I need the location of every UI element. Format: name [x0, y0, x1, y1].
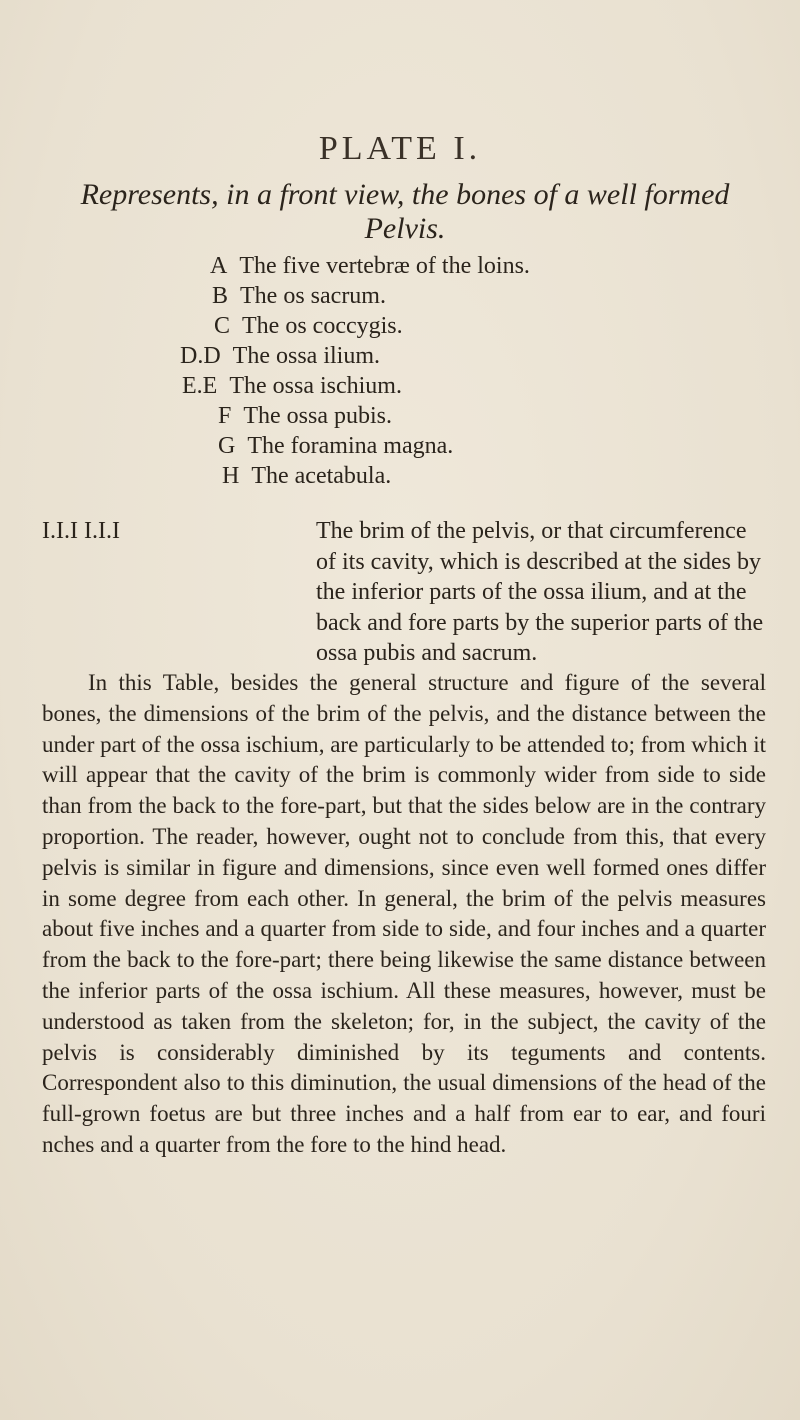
legend-letter: F [218, 403, 232, 429]
legend-text: The ossa ischium. [229, 373, 402, 399]
legend-letter: B [212, 283, 229, 309]
legend-letter: A [210, 253, 228, 279]
legend-item [222, 460, 391, 492]
legend-item [218, 400, 392, 432]
legend-text: The brim of the pelvis, or that circumference of its cavity, which is described at the sides by the inferior parts of the ossa ilium, and at the back and fore parts by the superior parts of the ossa pubis and sacrum. [316, 518, 764, 666]
legend-item [182, 370, 402, 402]
legend-letter: C [214, 313, 231, 339]
legend-item [180, 340, 380, 372]
body-paragraph: In this Table, besides the general structure and figure of the several bones, the dimensions of the brim of the pelvis, and the distance between the under part of the ossa ischium, are particularly to be attended to; from which it will appear that the cavity of the brim is commonly wider from side to side than from the back to the fore-part, but that the sides below are in the contrary proportion. The reader, however, ought not to conclude from this, that every pelvis is similar in figure and dimensions, since even well formed ones differ in some degree from each other. In general, the brim of the pelvis measures about five inches and a quarter from side to side, and four inches and a quarter from the back to the fore-part; there being likewise the same distance between the inferior parts of the ossa ischium. All these measures, however, must be understood as taken from the skeleton; for, in the subject, the cavity of the pelvis is considerably diminished by its teguments and contents. Correspondent also to this diminution, the usual dimensions of the head of the full-grown foetus are but three inches and a half from ear to ear, and fouri nches and a quarter from the fore to the hind head. [42, 670, 766, 1157]
legend-item-brim [42, 516, 764, 669]
legend-letter: D.D [180, 343, 221, 369]
legend-item [218, 430, 453, 462]
legend-text: The foramina magna. [247, 433, 454, 459]
legend-letter: G [218, 433, 236, 459]
plate-title: PLATE I. [318, 130, 482, 167]
legend-item [212, 280, 386, 312]
legend-letter: E.E [182, 373, 218, 399]
legend-text: The ossa pubis. [243, 403, 393, 429]
legend-text: The ossa ilium. [232, 343, 380, 369]
plate-intro: Represents, in a front view, the bones of a well formed Pelvis. [80, 178, 730, 245]
legend-text: The acetabula. [251, 463, 392, 489]
legend-text: The os sacrum. [240, 283, 386, 309]
legend-text: The os coccygis. [242, 313, 403, 339]
legend-letter: H [222, 463, 240, 489]
legend-item [210, 250, 530, 282]
legend-text: The five vertebræ of the loins. [239, 253, 530, 279]
legend-letter: I.I.I I.I.I [42, 518, 120, 544]
legend-item [214, 310, 403, 342]
